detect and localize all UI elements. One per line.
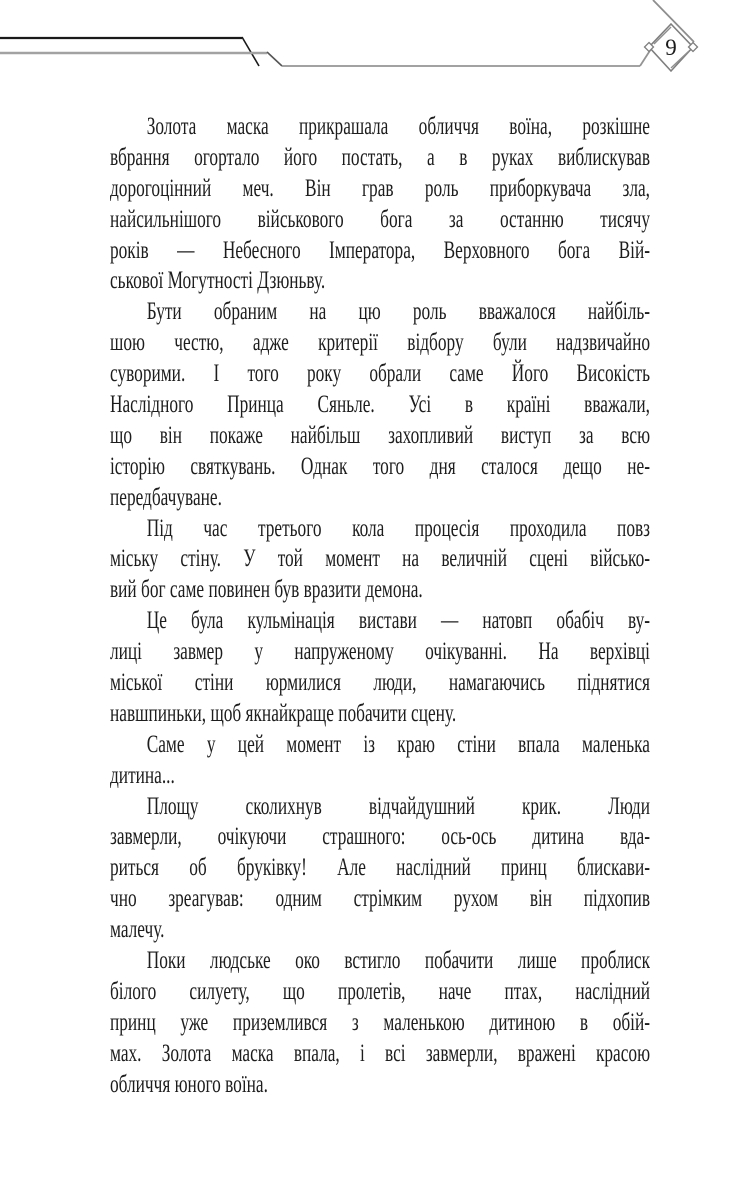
paragraph — [110, 297, 650, 513]
text-line: Бути обраним на цю роль вважалося найбіль- — [146, 298, 650, 326]
text-line: Під час третього кола процесія проходила повз — [146, 514, 650, 542]
header-joint-diagonal — [267, 52, 282, 66]
text-line: суворими. І того року обрали саме Його Високість — [110, 360, 650, 388]
text-line: риться об бруківку! Але наслідний принц блискави- — [110, 854, 650, 882]
text-line: що він покаже найбільш захопливий виступ за всю — [110, 421, 650, 449]
chapter-header-ornament — [0, 0, 756, 92]
text-line: чно зреагував: одним стрімким рухом він підхопив — [110, 885, 650, 913]
paragraph — [110, 792, 650, 946]
text-line: передбачуване. — [110, 483, 222, 511]
text-line: лиці завмер у напруженому очікуванні. На верхівці — [110, 638, 650, 666]
text-line: найсильнішого військового бога за останню тисячу — [110, 205, 650, 233]
text-line: дорогоцінний меч. Він грав роль приборкувача зла, — [110, 174, 650, 202]
text-line: ськової Могутності Дзюньву. — [110, 267, 326, 295]
text-line: Наслідного Принца Сяньле. Усі в країні вважали, — [110, 391, 650, 419]
text-line: Площу сколихнув відчайдушний крик. Люди — [146, 792, 650, 820]
text-line: мах. Золота маска впала, і всі завмерли, вражені красою — [110, 1039, 650, 1067]
text-line: Золота маска прикрашала обличчя воїна, розкішне — [146, 113, 650, 140]
text-line: Це була кульмінація вистави — натовп обабіч ву- — [146, 607, 650, 635]
paragraph — [110, 946, 650, 1100]
text-line: Саме у цей момент із краю стіни впала маленька — [146, 730, 650, 758]
text-line: завмерли, очікуючи страшного: ось-ось дитина вда- — [110, 823, 650, 851]
text-line: міської стіни юрмилися люди, намагаючись піднятися — [110, 669, 650, 697]
paragraph — [110, 606, 650, 730]
text-line: принц уже приземлився з маленькою дитиною в обій- — [110, 1008, 650, 1036]
text-line: Поки людське око встигло побачити лише проблиск — [146, 947, 650, 975]
text-line: років — Небесного Імператора, Верховного бога Вій- — [110, 236, 650, 264]
paragraph — [110, 112, 650, 297]
text-line: дитина... — [110, 761, 175, 789]
text-line: обличчя юного воїна. — [110, 1070, 268, 1098]
text-line: білого силуету, що пролетів, наче птах, наслідний — [110, 977, 650, 1005]
text-line: міську стіну. У той момент на величній сцені військо- — [110, 545, 650, 573]
text-line: малечу. — [110, 916, 165, 944]
header-black-diagonal — [242, 37, 259, 66]
paragraph — [110, 730, 650, 792]
page-number: 9 — [665, 35, 677, 60]
text-line: історію святкувань. Однак того дня сталося дещо не- — [110, 452, 650, 480]
text-line: вий бог саме повинен був вразити демона. — [110, 576, 423, 604]
text-line: навшпиньки, щоб якнайкраще побачити сцену. — [110, 699, 457, 727]
body-text — [110, 112, 650, 1101]
paragraph — [110, 514, 650, 607]
text-line: вбрання огортало його постать, а в руках виблискував — [110, 143, 650, 171]
text-line: шою честю, адже критерії відбору були надзвичайно — [110, 329, 650, 357]
